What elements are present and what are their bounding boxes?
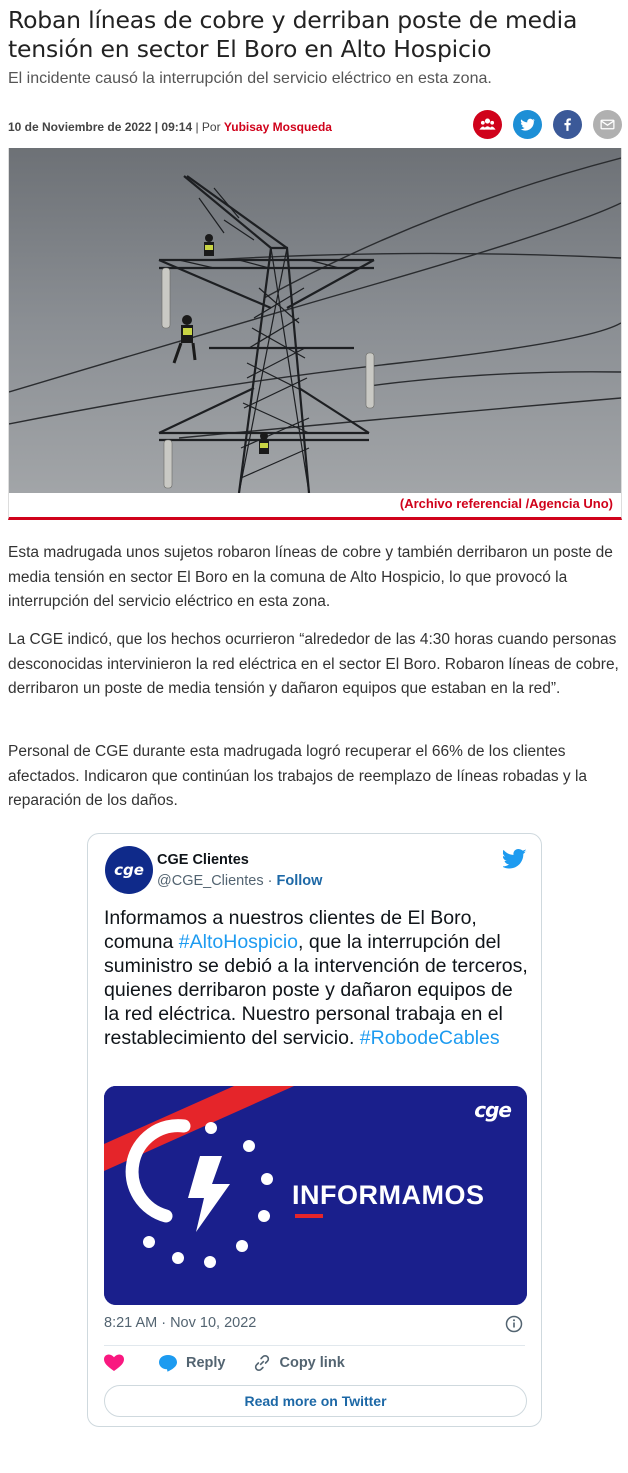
reply-label: Reply [186, 1355, 226, 1371]
heart-icon [104, 1354, 124, 1372]
info-icon[interactable] [505, 1315, 523, 1338]
article-meta [8, 120, 332, 134]
tweet-timestamp[interactable]: 8:21 AM · Nov 10, 2022 [104, 1315, 257, 1331]
copy-link-button[interactable] [252, 1354, 345, 1372]
read-more-on-twitter-button[interactable]: Read more on Twitter [104, 1385, 527, 1417]
photo-caption: (Archivo referencial /Agencia Uno) [399, 496, 613, 511]
email-icon [599, 116, 616, 133]
paragraph-1: Esta madrugada unos sujetos robaron líneas de cobre y también derribaron un poste de media tensión en sector El Boro en la comuna de Alto Hospicio, lo que provocó la interrupción del servicio eléctrico en esta zona. [8, 544, 613, 610]
paragraph-2: La CGE indicó, que los hechos ocurrieron “alrededor de las 4:30 horas cuando personas desconocidas intervinieron la red eléctrica en el sector El Boro. Robaron líneas de cobre, derribaron un poste de media tensión y dañaron equipos que estaban en la red”. [8, 631, 619, 697]
article-date: 10 de Noviembre de 2022 | 09:14 [8, 120, 193, 134]
tweet-author-handle-line [157, 873, 322, 889]
community-share-button[interactable] [473, 110, 502, 139]
hashtag-alto-hospicio[interactable]: #AltoHospicio [178, 931, 299, 953]
avatar-logo: cge [114, 861, 144, 879]
reply-bubble-icon [158, 1354, 178, 1372]
power-tower-image [9, 148, 621, 493]
paragraph-3: Personal de CGE durante esta madrugada logró recuperar el 66% de los clientes afectados. Indicaron que continúan los trabajos de reemplazo de líneas robadas y la reparación de los daños. [8, 743, 588, 809]
link-icon [252, 1354, 272, 1372]
article-photo [8, 148, 622, 520]
tweet-text-part-2: , que la interrupción del suministro se debió a la intervención de terceros, quienes derribaron poste y dañaron equipos de la red eléctrica. Nuestro personal trabaja en el restablecimiento del servicio. [104, 931, 528, 1049]
tweet-media-card[interactable] [104, 1086, 527, 1305]
tweet-actions [104, 1354, 371, 1372]
tweet-text-part-1: Informamos a nuestros clientes de El Boro, comuna [104, 907, 477, 953]
copy-link-label: Copy link [279, 1355, 345, 1371]
email-share-button[interactable] [593, 110, 622, 139]
card-title: INFORMAMOS [292, 1180, 485, 1210]
community-icon [479, 116, 496, 133]
avatar[interactable] [105, 846, 153, 894]
tweet-text [104, 906, 529, 1050]
reply-button[interactable] [158, 1354, 226, 1372]
tweet-divider [104, 1345, 525, 1346]
follow-button[interactable]: Follow [276, 873, 323, 889]
twitter-icon [519, 116, 536, 133]
tweet-author-name[interactable]: CGE Clientes [157, 852, 249, 868]
article-author[interactable]: Yubisay Mosqueda [223, 120, 332, 134]
byline-separator: | Por [192, 120, 224, 134]
twitter-share-button[interactable] [513, 110, 542, 139]
facebook-share-button[interactable] [553, 110, 582, 139]
embedded-tweet [87, 833, 542, 1427]
article-headline: Roban líneas de cobre y derriban poste de media tensión en sector El Boro en Alto Hospicio [8, 6, 578, 63]
like-button[interactable] [104, 1354, 132, 1372]
facebook-icon [559, 116, 576, 133]
tweet-handle[interactable]: @CGE_Clientes [157, 873, 264, 889]
article-subtitle: El incidente causó la interrupción del servicio eléctrico en esta zona. [8, 70, 492, 87]
hashtag-robo-de-cables[interactable]: #RobodeCables [359, 1027, 500, 1049]
handle-dot: · [263, 873, 277, 889]
twitter-bird-icon[interactable] [503, 849, 527, 874]
card-cge-logo: cge [474, 1098, 511, 1122]
